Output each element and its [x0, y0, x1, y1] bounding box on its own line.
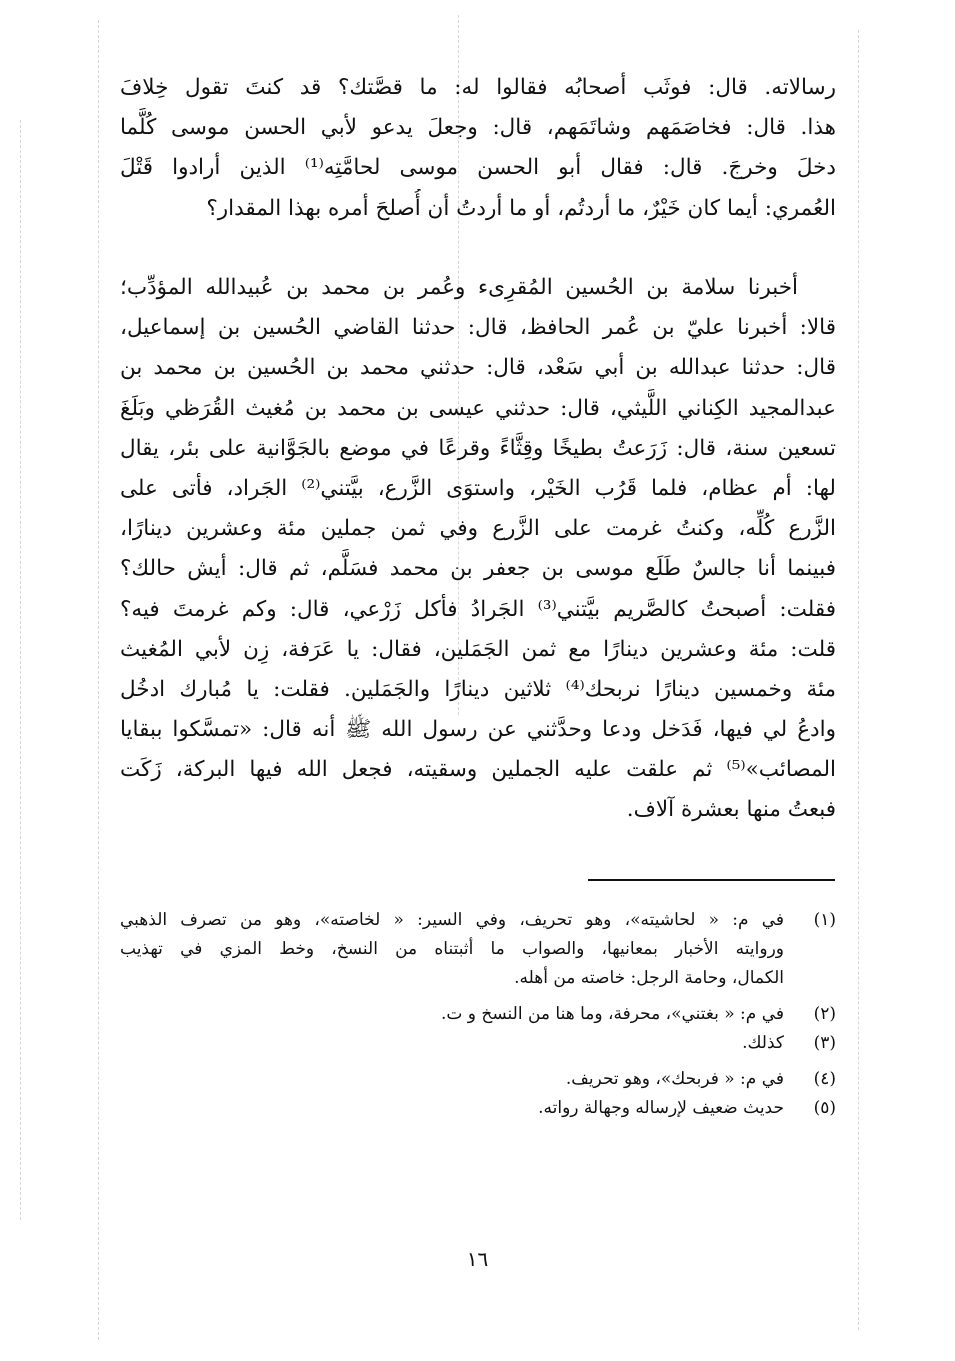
footnote-text — [120, 1029, 784, 1058]
text-line: مئة وخمسين دينارًا نربحك⁽⁴⁾ ثلاثين دينارًا والجَمَلين. فقلت: يا مُبارك ادخُل — [120, 676, 836, 702]
footnote-text — [120, 1094, 784, 1123]
footnote-text — [120, 906, 784, 993]
footnote — [120, 1000, 836, 1029]
text-line: هذا. قال: فخاصَمَهم وشاتَمَهم، قال: وجعلَ يدعو لأبي الحسن موسى كُلَّما — [120, 115, 836, 141]
footnote-line: في م: « لحاشيته»، وهو تحريف، وفي السير: « لخاصته»، وهو من تصرف الذهبي — [120, 910, 784, 930]
footnote — [120, 906, 836, 993]
page-number: ١٦ — [466, 1247, 489, 1271]
footnote-number: (٤) — [813, 1069, 836, 1089]
text-line: تسعين سنة، قال: زَرَعتُ بطيخًا وقِثَّاءً وقرعًا في موضع بالجَوَّانية على بئر، يقال — [120, 435, 836, 461]
footnote-line: الكمال، وحامة الرجل: خاصته من أهله. — [514, 968, 784, 988]
text-line: عبدالمجيد الكِناني اللَّيثي، قال: حدثني عيسى بن محمد بن مُغيث القُرَظي وبَلَغَ — [120, 395, 836, 421]
text-line: لها: أم عظام، فلما قَرُب الخَيْر، واستوَى الزَّرع، بيَّتني⁽²⁾ الجَراد، فأتى على — [120, 475, 836, 501]
paragraph-1 — [120, 68, 836, 229]
scan-artifact-line — [98, 20, 99, 1340]
text-line: الزَّرع كُلِّه، وكنتُ غرمت على الزَّرع وفي ثمن جملين مئة وعشرين دينارًا، — [120, 516, 836, 542]
text-line: وادعُ لي فيها، فَدَخل ودعا وحدَّثني عن رسول الله ﷺ أنه قال: «تمسَّكوا ببقايا — [120, 717, 836, 743]
footnotes — [120, 906, 836, 1123]
footnote-number: (٢) — [813, 1004, 836, 1024]
scan-artifact-line — [20, 120, 21, 1220]
text-line: رسالاته. قال: فوثَب أصحابُه فقالوا له: ما قصَّتك؟ قد كنتَ تقول خِلافَ — [120, 75, 836, 100]
footnote-text — [120, 1065, 784, 1094]
scan-artifact-line — [858, 30, 859, 1330]
footnote — [120, 1029, 836, 1058]
text-line: قالا: أخبرنا عليّ بن عُمر الحافظ، قال: حدثنا القاضي الحُسين بن إسماعيل، — [120, 315, 836, 341]
paragraph-2 — [120, 268, 836, 831]
text-line: دخلَ وخرجَ. قال: فقال أبو الحسن موسى لحامَّتِه⁽¹⁾ الذين أرادوا قَتْلَ — [120, 155, 836, 181]
text-line: أخبرنا سلامة بن الحُسين المُقرِىء وعُمر بن محمد بن عُبيدالله المؤدِّب؛ — [120, 275, 798, 300]
footnote-number: (١) — [813, 910, 836, 930]
text-line: المصائب»⁽⁵⁾ ثم علقت عليه الجملين وسقيته، فجعل الله فيها البركة، زَكَت — [120, 757, 836, 783]
footnote-number: (٣) — [813, 1033, 836, 1053]
footnote-number: (٥) — [813, 1098, 836, 1118]
footnote — [120, 1094, 836, 1123]
text-line: العُمري: أيما كان خَيْرٌ، ما أردتُم، أو ما أردتُ أن أُصلحَ أمره بهذا المقدار؟ — [206, 195, 836, 221]
text-line: قال: حدثنا عبدالله بن أبي سَعْد، قال: حدثني محمد بن الحُسين بن محمد بن — [120, 355, 836, 381]
text-line: فبينما أنا جالسٌ طَلَع موسى بن جعفر بن محمد فسَلَّم، ثم قال: أيش حالك؟ — [120, 556, 836, 582]
footnote-line: في م: « بغتني»، محرفة، وما هنا من النسخ و ت. — [440, 1004, 784, 1024]
footnote-line: حديث ضعيف لإرساله وجهالة رواته. — [538, 1098, 784, 1118]
footnote-line: كذلك. — [742, 1033, 784, 1053]
footnote-text — [120, 1000, 784, 1029]
footnote-line: في م: « فربحك»، وهو تحريف. — [565, 1069, 784, 1089]
footnote — [120, 1065, 836, 1094]
text-line: قلت: مئة وعشرين دينارًا مع ثمن الجَمَلين، فقال: يا عَرَفة، زِن لأبي المُغيث — [120, 636, 836, 662]
text-line: فقلت: أصبحتُ كالصَّريم بيَّتني⁽³⁾ الجَرادُ فأكل زَرْعي، قال: وكم غرمتَ فيه؟ — [120, 596, 836, 622]
text-line: فبعتُ منها بعشرة آلاف. — [626, 797, 836, 823]
footnote-line: وروايته الأخبار بمعانيها، والصواب ما أثبتناه من النسخ، وخط المزي في تهذيب — [120, 939, 784, 959]
footnote-separator — [588, 879, 835, 881]
